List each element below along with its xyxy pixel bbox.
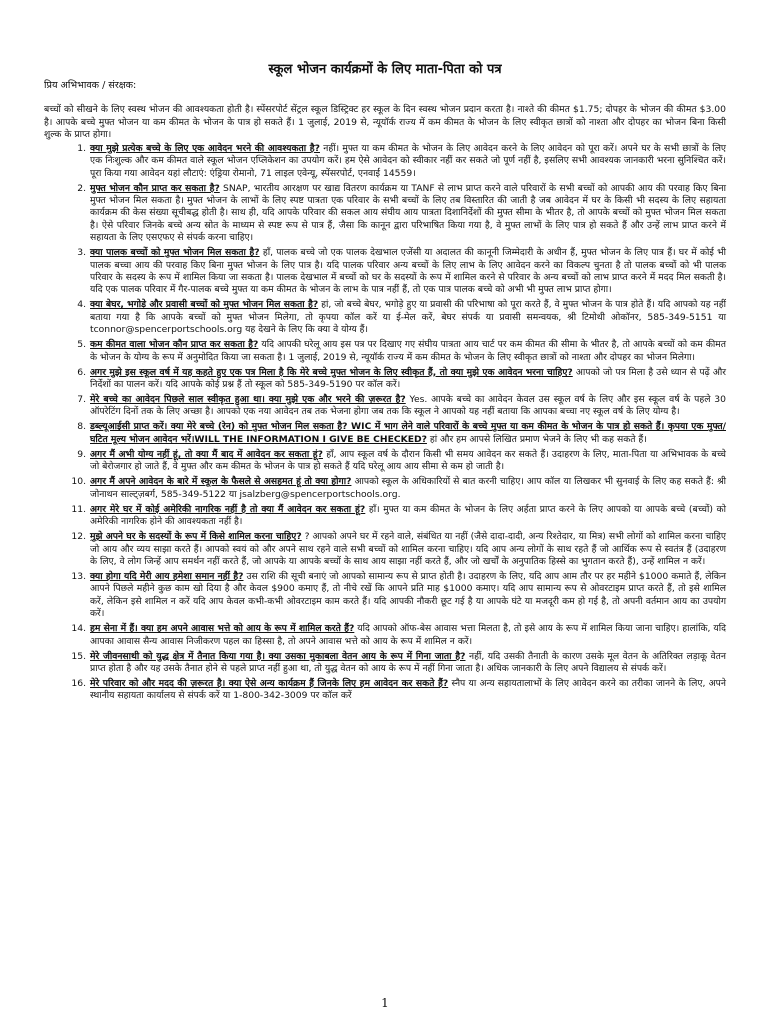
faq-item-13 (44, 571, 726, 621)
faq-question: अगर मुझे इस स्कूल वर्ष में यह कहते हुए एक पत्र मिला है कि मेरे बच्चे मुफ्त भोजन के लिए स्वीकृत हैं, तो क्या मुझे एक आवेदन भरना चाहिए? (90, 366, 573, 378)
intro-paragraph: बच्चों को सीखने के लिए स्वस्थ भोजन की आवश्यकता होती है। स्पेंसरपोर्ट सेंट्रल स्कूल डिस्ट्रिक्ट हर स्कूल के दिन स्वस्थ भोजन प्रदान करता है। नाश्ते की कीमत $1.75; दोपहर के भोजन की कीमत $3.00 है। आपके बच्चे मुफ्त भोजन या कम कीमत के भोजन के पात्र हो सकते हैं। 1 जुलाई, 2019 से, न्यूयॉर्क राज्य में कम कीमत के भोजन के लिए स्वीकृत छात्रों को नाश्ता और दोपहर का भोजन बिना किसी शुल्क के प्राप्त होगा। (44, 104, 726, 141)
faq-answer: आपको जो पत्र मिला है उसे ध्यान से पढ़ें और निर्देशों का पालन करें। यदि आपके कोई प्रश्न हैं तो स्कूल को 585-349-5190 पर कॉल करें। (90, 366, 726, 391)
faq-item-16 (44, 678, 726, 703)
faq-number: 8. (77, 421, 86, 433)
faq-number: 3. (77, 247, 86, 259)
faq-answer: यदि आपको ऑफ-बेस आवास भत्ता मिलता है, तो इसे आय के रूप में शामिल किया जाना चाहिए। हालांकि, यदि आपका आवास सैन्य आवास निजीकरण पहल का हिस्सा है, तो अपने आवास भत्ते को आय के रूप में शामिल न करें। (90, 623, 726, 647)
faq-item-2 (44, 183, 726, 245)
faq-question: हम सेना में हैं। क्या हम अपने आवास भत्ते को आय के रूप में शामिल करते हैं? (90, 623, 355, 635)
faq-number: 16. (71, 677, 86, 689)
faq-answer: हाँ, पालक बच्चे जो एक पालक देखभाल एजेंसी या अदालत की कानूनी जिम्मेदारी के अधीन हैं, मुफ्त भोजन के लिए पात्र हैं। घर में कोई भी पालक बच्चा आय की परवाह किए बिना मुफ्त भोजन के लिए पात्र है। यदि पालक परिवार अन्य बच्चों के लिए लाभ के लिए आवेदन करने का विकल्प चुनता है तो पालक बच्चों को भी पालक परिवार के सदस्य के रूप में शामिल किया जा सकता है। पालक देखभाल में बच्चों को घर के सदस्यों के रूप में शामिल करने से परिवार के अन्य बच्चों को लाभ प्राप्त करने में मदद मिल सकती है। यदि एक पालक परिवार में गैर-पालक बच्चे मुफ्त या कम कीमत के भोजन के लाभ के पात्र नहीं हैं, तो एक पात्र पालक बच्चे को अभी भी मुफ्त लाभ प्राप्त होगा। (90, 247, 726, 296)
faq-answer: हां और हम आपसे लिखित प्रमाण भेजने के लिए भी कह सकते हैं। (426, 433, 647, 445)
faq-number: 2. (77, 182, 86, 194)
faq-number: 9. (77, 448, 86, 460)
faq-question: अगर मैं अपने आवेदन के बारे में स्कूल के फैसले से असहमत हूं तो क्या होगा? (90, 476, 352, 488)
faq-answer: उस राशि की सूची बनाएं जो आपको सामान्य रूप से प्राप्त होती है। उदाहरण के लिए, यदि आप आम तौर पर हर महीने $1000 कमाते हैं, लेकिन आपने पिछले महीने कुछ काम खो दिया है और केवल $900 कमाए हैं, तो नीचे रखें कि आपने प्रति माह $1000 कमाए। यदि आप सामान्य रूप से ओवरटाइम प्राप्त करते हैं, तो इसे शामिल करें, लेकिन इसे शामिल न करें यदि आप केवल कभी-कभी ओवरटाइम काम करते हैं। यदि आपकी नौकरी छूट गई है या आपके घंटे या मजदूरी कम हो गई है, तो अपनी वर्तमान आय का उपयोग करें। (90, 570, 726, 620)
faq-answer: यदि आपकी घरेलू आय इस पत्र पर दिखाए गए संघीय पात्रता आय चार्ट पर कम कीमत की सीमा के भीतर है, तो आपके बच्चों को कम कीमत के भोजन के योग्य के रूप में अनुमोदित किया जा सकता है। 1 जुलाई, 2019 से, न्यूयॉर्क राज्य में कम कीमत के भोजन के लिए स्वीकृत छात्रों को नाश्ता और दोपहर का भोजन मिलेगा। (90, 339, 726, 363)
faq-answer: ? आपको अपने घर में रहने वाले, संबंधित या नहीं (जैसे दादा-दादी, अन्य रिश्तेदार, या मित्र) सभी लोगों को शामिल करना चाहिए जो आय और व्यय साझा करते हैं। आपको स्वयं को और अपने साथ रहने वाले सभी बच्चों को शामिल करना चाहिए। यदि आप अन्य लोगों के साथ रहते हैं जो आर्थिक रूप से स्वतंत्र हैं (उदाहरण के लिए, वे लोग जिन्हें आप समर्थन नहीं करते हैं, जो आपके या आपके बच्चों के साथ आय साझा नहीं करते हैं, और जो खर्चों के अनुपातिक हिस्से का भुगतान करते हैं), उन्हें शामिल न करें। (90, 531, 726, 567)
faq-answer: हां, जो बच्चे बेघर, भगोड़े हुए या प्रवासी की परिभाषा को पूरा करते हैं, वे मुफ्त भोजन के पात्र होते हैं। यदि आपको यह नहीं बताया गया है कि आपके बच्चों को मुफ्त भोजन मिलेगा, तो कृपया कॉल करें या ई-मेल करें, बेघर संपर्क या प्रवासी समन्वयक, श्री टिमोथी ओकॉनर, 585-349-5151 या tconnor@spencerportschools.org यह देखने के लिए कि क्या वे योग्य हैं। (90, 299, 726, 336)
faq-item-7 (44, 394, 726, 419)
faq-answer: नहीं, यदि उसकी तैनाती के कारण उसके मूल वेतन के अतिरिक्त लड़ाकू वेतन प्राप्त होता है और यह उसके तैनात होने से पहले प्राप्त नहीं हुआ था, तो युद्ध वेतन को आय के रूप में नहीं गिना जाता है। अधिक जानकारी के लिए अपने विद्यालय से संपर्क करें। (90, 650, 726, 674)
faq-number: 5. (77, 339, 86, 351)
faq-question: कम कीमत वाला भोजन कौन प्राप्त कर सकता है? (90, 339, 259, 351)
faq-item-12 (44, 531, 726, 568)
faq-item-14 (44, 623, 726, 648)
faq-question: मुझे अपने घर के सदस्यों के रूप में किसे शामिल करना चाहिए? (90, 531, 302, 543)
faq-number: 14. (71, 623, 86, 635)
faq-answer: स्नैप या अन्य सहायतालाभों के लिए आवेदन करने का तरीका जानने के लिए, अपने स्थानीय सहायता कार्यालय से संपर्क करें या 1-800-342-3009 पर कॉल करें (90, 677, 727, 702)
faq-item-15 (44, 651, 726, 676)
faq-question: क्या बेघर, भगोड़े और प्रवासी बच्चों को मुफ्त भोजन मिल सकता है? (90, 299, 319, 311)
salutation: प्रिय अभिभावक / संरक्षक: (44, 80, 137, 91)
faq-number: 7. (77, 394, 86, 406)
faq-number: 4. (77, 299, 86, 311)
faq-item-3 (44, 247, 726, 297)
faq-item-5 (44, 339, 726, 364)
faq-item-4 (44, 299, 726, 336)
page-title: स्कूल भोजन कार्यक्रमों के लिए माता-पिता को पत्र (268, 62, 502, 77)
faq-item-8 (44, 421, 726, 446)
faq-question: अगर मेरे घर में कोई अमेरिकी नागरिक नहीं है तो क्या मैं आवेदन कर सकता हूं? (90, 503, 366, 515)
faq-question: क्या मुझे प्रत्येक बच्चे के लिए एक आवेदन भरने की आवश्यकता है? (90, 142, 320, 154)
faq-item-1 (44, 143, 726, 180)
faq-number: 11. (71, 503, 86, 515)
faq-question: मुफ्त भोजन कौन प्राप्त कर सकता है? (90, 182, 220, 194)
faq-question: मेरे जीवनसाथी को युद्ध क्षेत्र में तैनात किया गया है। क्या उसका मुकाबला वेतन आय के रूप में गिना जाता है? (90, 650, 466, 662)
faq-question: डब्ल्यूआईसी प्राप्त करें। क्या मेरे बच्चे (रेन) को मुफ्त भोजन मिल सकता है? WIC में भाग लेने वाले परिवारों के बच्चे मुफ्त या कम कीमत के भोजन के पात्र हो सकते हैं। कृपया एक मुफ्त/घटित मूल्य भोजन आवेदन भरें।WILL THE INFORMATION I GIVE BE CHECKED? (90, 421, 726, 445)
faq-item-11 (44, 504, 726, 529)
faq-answer: Yes. आपके बच्चे का आवेदन केवल उस स्कूल वर्ष के लिए और इस स्कूल वर्ष के पहले 30 ऑपरेटिंग दिनों तक के लिए अच्छा है। आपको एक नया आवेदन तब तक भेजना होगा जब तक कि स्कूल ने आपको यह नहीं बताया कि आपका बच्चा नए स्कूल वर्ष के लिए योग्य है। (90, 394, 727, 418)
faq-question: क्या होगा यदि मेरी आय हमेशा समान नहीं है? (90, 570, 244, 582)
faq-answer: SNAP, भारतीय आरक्षण पर खाद्य वितरण कार्यक्रम या TANF से लाभ प्राप्त करने वाले परिवारों के सभी बच्चों को आपकी आय की परवाह किए बिना मुफ्त भोजन मिल सकता है। मुफ्त भोजन के लाभों के लिए स्पष्ट पात्रता एक परिवार के सभी बच्चों के लिए तब विस्तारित की जाती है जब आवेदन में घर के किसी भी सदस्य के लिए सहायता कार्यक्रम की केस संख्या सूचीबद्ध होती है। साथ ही, यदि आपके परिवार की सकल आय संघीय आय पात्रता दिशानिर्देशों की मुफ्त सीमा के भीतर है, तो आपके बच्चों को मुफ्त भोजन मिल सकता है। ऐसे परिवार जिनके बच्चे अन्य स्रोत के माध्यम से स्पष्ट रूप से पात्र हैं, जैसा कि कानून द्वारा परिभाषित किया गया है, वे मुफ्त लाभों के लिए पात्र हो सकते हैं और उन्हें लाभ प्राप्त करने में सहायता के लिए एसएफए से संपर्क करना चाहिए। (90, 182, 726, 244)
faq-question: क्या पालक बच्चों को मुफ्त भोजन मिल सकता है? (90, 247, 260, 259)
faq-question: मेरे बच्चे का आवेदन पिछले साल स्वीकृत हुआ था। क्या मुझे एक और भरने की ज़रूरत है? (90, 394, 406, 406)
faq-answer: आपको स्कूल के अधिकारियों से बात करनी चाहिए। आप कॉल या लिखकर भी सुनवाई के लिए कह सकते हैं: श्री जोनाथन साल्ट्ज़बर्ग, 585-349-5122 या jsalzberg@spencerportschools.org. (90, 476, 726, 500)
faq-number: 12. (71, 531, 86, 543)
faq-list (44, 143, 726, 703)
faq-item-10 (44, 476, 726, 501)
page-number: 1 (381, 996, 389, 1010)
faq-answer: हाँ। मुफ्त या कम कीमत के भोजन के लिए अर्हता प्राप्त करने के लिए आपको या आपके बच्चे (बच्चों) को अमेरिकी नागरिक होने की आवश्यकता नहीं है। (90, 503, 726, 528)
faq-question: मेरे परिवार को और मदद की ज़रूरत है। क्या ऐसे अन्य कार्यक्रम हैं जिनके लिए हम आवेदन कर सकते हैं? (90, 677, 449, 689)
faq-number: 13. (71, 570, 86, 582)
faq-item-6 (44, 367, 726, 392)
faq-question: अगर मैं अभी योग्य नहीं हूं, तो क्या मैं बाद में आवेदन कर सकता हूं? (90, 448, 323, 460)
faq-item-9 (44, 449, 726, 474)
faq-answer: हाँ, आप स्कूल वर्ष के दौरान किसी भी समय आवेदन कर सकते हैं। उदाहरण के लिए, माता-पिता या अभिभावक के बच्चे जो बेरोजगार हो जाते हैं, वे मुफ्त और कम कीमत के भोजन के पात्र हो सकते हैं यदि घरेलू आय आय सीमा से कम हो जाती है। (90, 448, 726, 473)
faq-number: 1. (77, 142, 86, 154)
faq-answer: नहीं। मुफ्त या कम कीमत के भोजन के लिए आवेदन करने के लिए आवेदन को पूरा करें। अपने घर के सभी छात्रों के लिए एक निःशुल्क और कम कीमत वाले स्कूल भोजन एप्लिकेशन का उपयोग करें। हम ऐसे आवेदन को स्वीकार नहीं कर सकते जो पूर्ण नहीं है, इसलिए सभी आवश्यक जानकारी भरना सुनिश्चित करें। पूरा किया गया आवेदन यहां लौटाएं: एंड्रिया रोमानो, 71 लाइल एवेन्यू, स्पेंसरपोर्ट, एनवाई 14559। (90, 142, 726, 179)
faq-number: 6. (77, 366, 86, 378)
faq-number: 15. (71, 650, 86, 662)
faq-number: 10. (71, 476, 86, 488)
